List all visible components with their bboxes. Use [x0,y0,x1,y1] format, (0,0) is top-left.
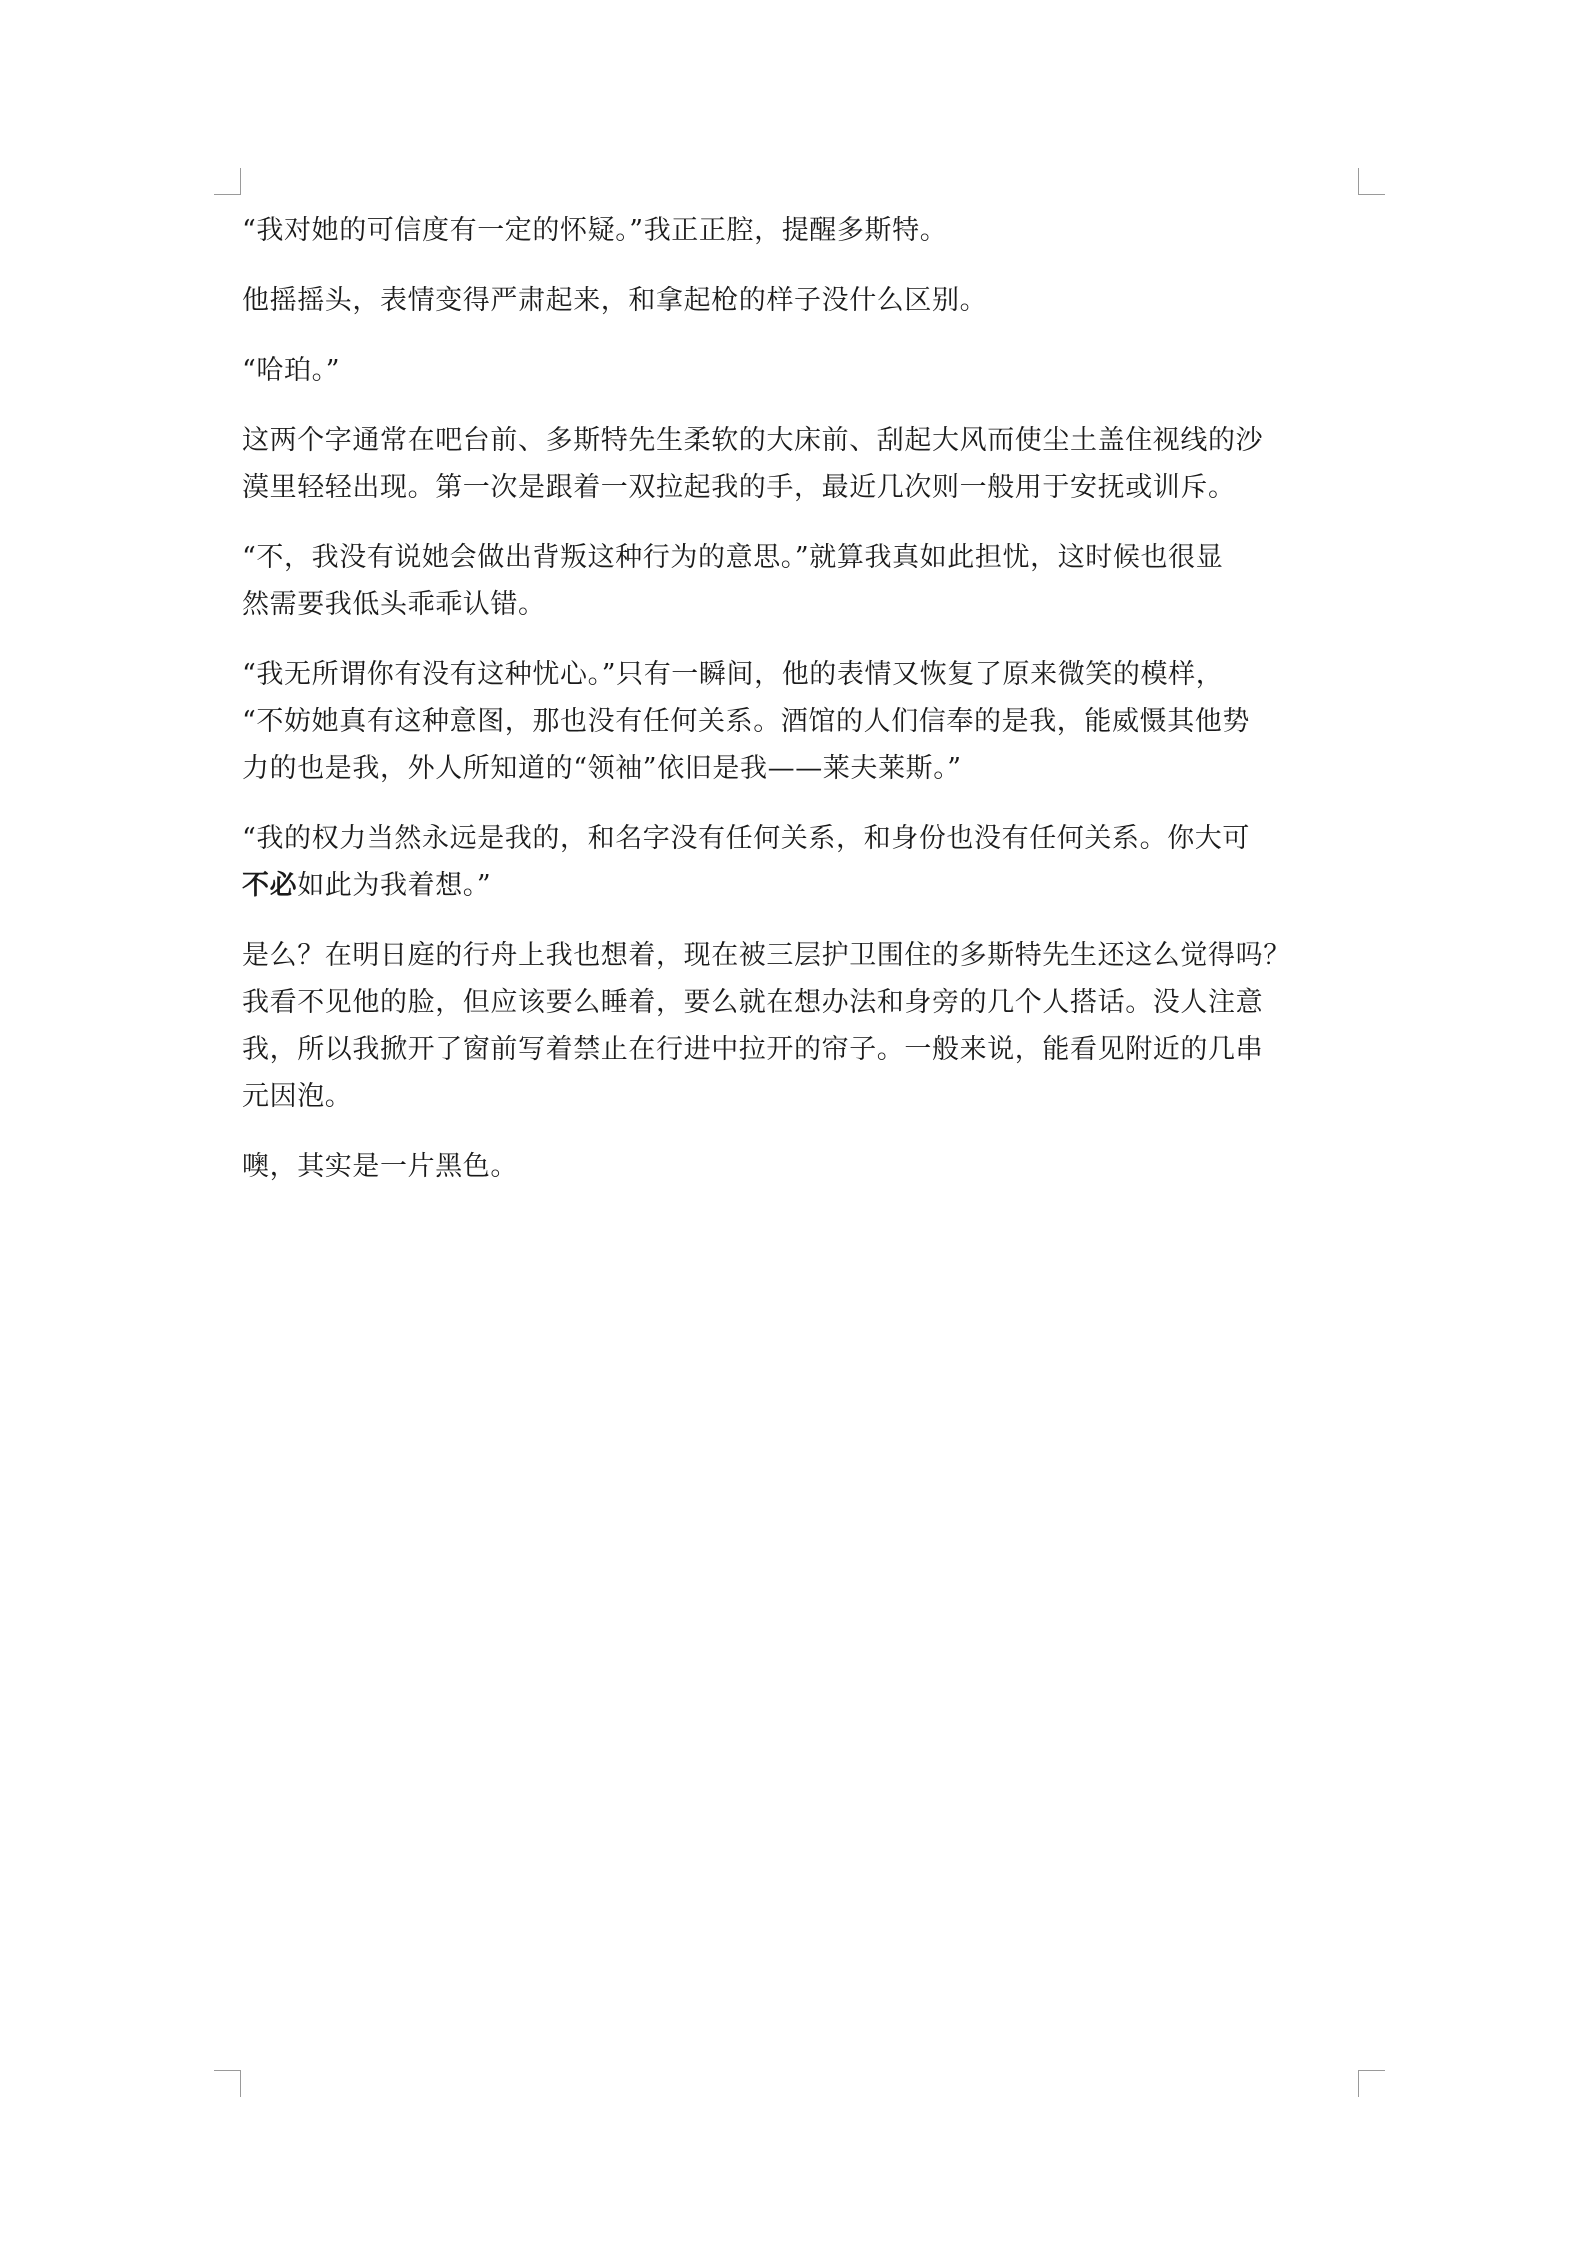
crop-mark-top-left [214,168,241,195]
paragraph-8 [242,932,1348,1120]
paragraph-1 [242,207,1348,254]
paragraph-3 [242,347,1348,394]
text-line: “不妨她真有这种意图，那也没有任何关系。酒馆的人们信奉的是我，能威慑其他势 [242,706,1251,737]
text-line: 我看不见他的脸，但应该要么睡着，要么就在想办法和身旁的几个人搭话。没人注意 [242,987,1264,1018]
paragraph-6 [242,651,1348,792]
text-line: “我对她的可信度有一定的怀疑。”我正正腔，提醒多斯特。 [242,215,948,246]
text-line: “我无所谓你有没有这种忧心。”只有一瞬间，他的表情又恢复了原来微笑的模样， [242,659,1224,690]
bold-emphasis: 不必 [242,870,298,901]
text-line: 力的也是我，外人所知道的“领袖”依旧是我——莱夫莱斯。” [242,753,962,784]
text-line: 他摇摇头，表情变得严肃起来，和拿起枪的样子没什么区别。 [242,285,988,316]
text-line: 这两个字通常在吧台前、多斯特先生柔软的大床前、刮起大风而使尘土盖住视线的沙 [242,425,1264,456]
text-run: 如此为我着想。” [297,870,492,901]
text-line: 是么？在明日庭的行舟上我也想着，现在被三层护卫围住的多斯特先生还这么觉得吗？ [242,940,1291,971]
text-line: “哈珀。” [242,355,341,386]
text-line: “不，我没有说她会做出背叛这种行为的意思。”就算我真如此担忧，这时候也很显 [242,542,1224,573]
crop-mark-bottom-right [1358,2070,1385,2097]
crop-mark-top-right [1358,168,1385,195]
paragraph-2 [242,277,1348,324]
text-line: 元因泡。 [242,1081,353,1112]
paragraph-5 [242,534,1348,628]
text-line [242,862,1348,909]
text-line: 然需要我低头乖乖认错。 [242,589,546,620]
document-body [242,207,1348,1213]
crop-mark-bottom-left [214,2070,241,2097]
paragraph-7 [242,815,1348,909]
paragraph-9 [242,1143,1348,1190]
text-line: 噢，其实是一片黑色。 [242,1151,518,1182]
text-line: “我的权力当然永远是我的，和名字没有任何关系，和身份也没有任何关系。你大可 [242,823,1251,854]
paragraph-4 [242,417,1348,511]
text-line: 漠里轻轻出现。第一次是跟着一双拉起我的手，最近几次则一般用于安抚或训斥。 [242,472,1236,503]
text-line: 我，所以我掀开了窗前写着禁止在行进中拉开的帘子。一般来说，能看见附近的几串 [242,1034,1264,1065]
